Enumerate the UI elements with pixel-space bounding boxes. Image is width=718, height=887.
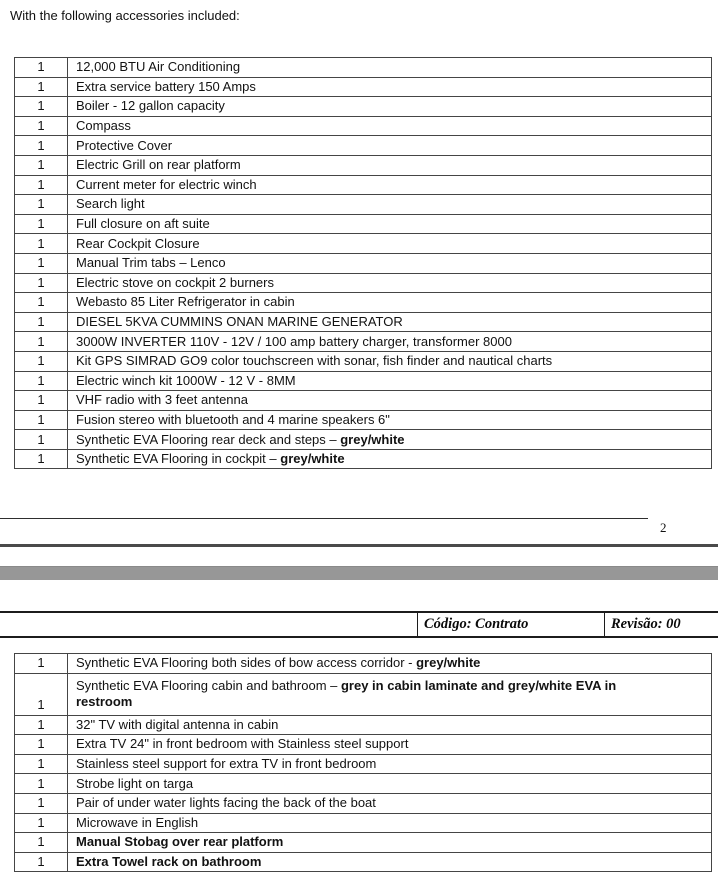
table-row (15, 214, 712, 234)
description-segment: Protective Cover (76, 137, 173, 153)
quantity-cell: 1 (15, 852, 68, 872)
description-segment: Stainless steel support for extra TV in front bedroom (76, 756, 377, 772)
codigo-header-cell: Código: Contrato (417, 613, 604, 636)
description-segment: 12,000 BTU Air Conditioning (76, 59, 241, 75)
quantity-cell: 1 (15, 410, 68, 430)
quantity-cell: 1 (15, 77, 68, 97)
description-segment: Microwave in English (76, 814, 199, 830)
table-row (15, 654, 712, 674)
description-segment: DIESEL 5KVA CUMMINS ONAN MARINE GENERATOR (76, 314, 403, 330)
quantity-cell: 1 (15, 449, 68, 469)
table-row (15, 58, 712, 78)
description-bold-segment: Extra Towel rack on bathroom (76, 854, 262, 870)
quantity-cell: 1 (15, 654, 68, 674)
table-row (15, 715, 712, 735)
quantity-cell: 1 (15, 774, 68, 794)
table-row (15, 735, 712, 755)
table-row (15, 155, 712, 175)
quantity-cell: 1 (15, 58, 68, 78)
description-cell (68, 332, 712, 352)
page-bottom-edge (0, 544, 718, 547)
table-row (15, 391, 712, 411)
table-row (15, 754, 712, 774)
description-segment: Fusion stereo with bluetooth and 4 marine speakers 6" (76, 411, 390, 427)
quantity-cell: 1 (15, 371, 68, 391)
description-cell (68, 391, 712, 411)
description-cell (68, 155, 712, 175)
description-cell (68, 410, 712, 430)
accessories-table-page3 (14, 653, 712, 872)
description-cell (68, 253, 712, 273)
description-cell (68, 195, 712, 215)
description-cell (68, 371, 712, 391)
description-segment: Boiler - 12 gallon capacity (76, 98, 225, 114)
quantity-cell: 1 (15, 391, 68, 411)
quantity-cell: 1 (15, 673, 68, 715)
description-bold-segment: grey in cabin laminate and grey/white EVA in (340, 678, 617, 694)
table-row (15, 793, 712, 813)
table-row (15, 175, 712, 195)
description-segment: Search light (76, 196, 145, 212)
description-cell (68, 175, 712, 195)
page-footer-rule (0, 518, 648, 519)
quantity-cell: 1 (15, 735, 68, 755)
accessories-table-page3-body (15, 654, 712, 872)
description-segment: Strobe light on targa (76, 775, 194, 791)
quantity-cell: 1 (15, 97, 68, 117)
accessories-table-page2-body (15, 58, 712, 469)
description-cell (68, 234, 712, 254)
quantity-cell: 1 (15, 351, 68, 371)
description-cell (68, 833, 712, 853)
description-segment: Electric stove on cockpit 2 burners (76, 274, 274, 290)
description-cell (68, 214, 712, 234)
description-cell (68, 754, 712, 774)
description-segment: Rear Cockpit Closure (76, 235, 200, 251)
table-row (15, 332, 712, 352)
description-segment: 3000W INVERTER 110V - 12V / 100 amp battery charger, transformer 8000 (76, 333, 512, 349)
description-segment: Kit GPS SIMRAD GO9 color touchscreen with sonar, fish finder and nautical charts (76, 353, 553, 369)
quantity-cell: 1 (15, 175, 68, 195)
quantity-cell: 1 (15, 195, 68, 215)
quantity-cell: 1 (15, 234, 68, 254)
table-row (15, 116, 712, 136)
quantity-cell: 1 (15, 273, 68, 293)
description-cell (68, 673, 712, 715)
description-cell (68, 351, 712, 371)
table-row (15, 673, 712, 715)
table-row (15, 97, 712, 117)
description-cell (68, 793, 712, 813)
description-cell (68, 735, 712, 755)
table-row (15, 351, 712, 371)
document-header-strip (0, 611, 718, 638)
table-row (15, 234, 712, 254)
intro-text: With the following accessories included: (10, 8, 240, 23)
quantity-cell: 1 (15, 116, 68, 136)
table-row (15, 371, 712, 391)
description-cell (68, 774, 712, 794)
quantity-cell: 1 (15, 253, 68, 273)
description-cell (68, 852, 712, 872)
description-cell (68, 715, 712, 735)
quantity-cell: 1 (15, 293, 68, 313)
table-row (15, 195, 712, 215)
description-cell (68, 430, 712, 450)
description-cell (68, 312, 712, 332)
table-row (15, 410, 712, 430)
description-segment: Electric winch kit 1000W - 12 V - 8MM (76, 372, 296, 388)
quantity-cell: 1 (15, 430, 68, 450)
table-row (15, 77, 712, 97)
table-row (15, 813, 712, 833)
description-cell (68, 116, 712, 136)
description-cell (68, 77, 712, 97)
quantity-cell: 1 (15, 793, 68, 813)
accessories-table-page2-wrap (14, 57, 712, 469)
quantity-cell: 1 (15, 312, 68, 332)
table-row (15, 430, 712, 450)
quantity-cell: 1 (15, 833, 68, 853)
description-bold-segment: Manual Stobag over rear platform (76, 834, 284, 850)
description-bold-segment: restroom (76, 694, 133, 710)
description-bold-segment: grey/white (416, 655, 481, 671)
description-cell (68, 449, 712, 469)
description-cell (68, 58, 712, 78)
table-row (15, 253, 712, 273)
quantity-cell: 1 (15, 136, 68, 156)
description-segment: Compass (76, 118, 131, 134)
description-bold-segment: grey/white (280, 451, 345, 467)
table-row (15, 852, 712, 872)
description-segment: Extra service battery 150 Amps (76, 78, 256, 94)
quantity-cell: 1 (15, 754, 68, 774)
table-row (15, 312, 712, 332)
quantity-cell: 1 (15, 715, 68, 735)
table-row (15, 833, 712, 853)
accessories-table-page3-wrap (14, 653, 712, 872)
description-cell (68, 813, 712, 833)
description-segment: VHF radio with 3 feet antenna (76, 392, 248, 408)
table-row (15, 449, 712, 469)
description-segment: Full closure on aft suite (76, 216, 210, 232)
page-number: 2 (660, 520, 667, 535)
table-row (15, 136, 712, 156)
description-cell (68, 273, 712, 293)
description-segment: 32" TV with digital antenna in cabin (76, 716, 279, 732)
table-row (15, 273, 712, 293)
quantity-cell: 1 (15, 332, 68, 352)
description-cell (68, 654, 712, 674)
description-segment: Electric Grill on rear platform (76, 157, 241, 173)
description-cell (68, 136, 712, 156)
revisao-header-cell: Revisão: 00 (604, 613, 718, 636)
description-segment: Synthetic EVA Flooring in cockpit – (76, 451, 281, 467)
description-bold-segment: grey/white (340, 431, 405, 447)
table-row (15, 774, 712, 794)
description-segment: Synthetic EVA Flooring cabin and bathroom – (76, 678, 341, 694)
description-segment: Webasto 85 Liter Refrigerator in cabin (76, 294, 295, 310)
description-segment: Synthetic EVA Flooring both sides of bow access corridor - (76, 655, 417, 671)
description-segment: Pair of under water lights facing the back of the boat (76, 795, 376, 811)
description-segment: Extra TV 24" in front bedroom with Stainless steel support (76, 736, 409, 752)
accessories-table-page2 (14, 57, 712, 469)
description-segment: Current meter for electric winch (76, 176, 257, 192)
table-row (15, 293, 712, 313)
description-segment: Manual Trim tabs – Lenco (76, 255, 226, 271)
description-cell (68, 97, 712, 117)
description-cell (68, 293, 712, 313)
page-break-separator-bar (0, 566, 718, 580)
quantity-cell: 1 (15, 813, 68, 833)
quantity-cell: 1 (15, 155, 68, 175)
quantity-cell: 1 (15, 214, 68, 234)
description-segment: Synthetic EVA Flooring rear deck and steps – (76, 431, 341, 447)
